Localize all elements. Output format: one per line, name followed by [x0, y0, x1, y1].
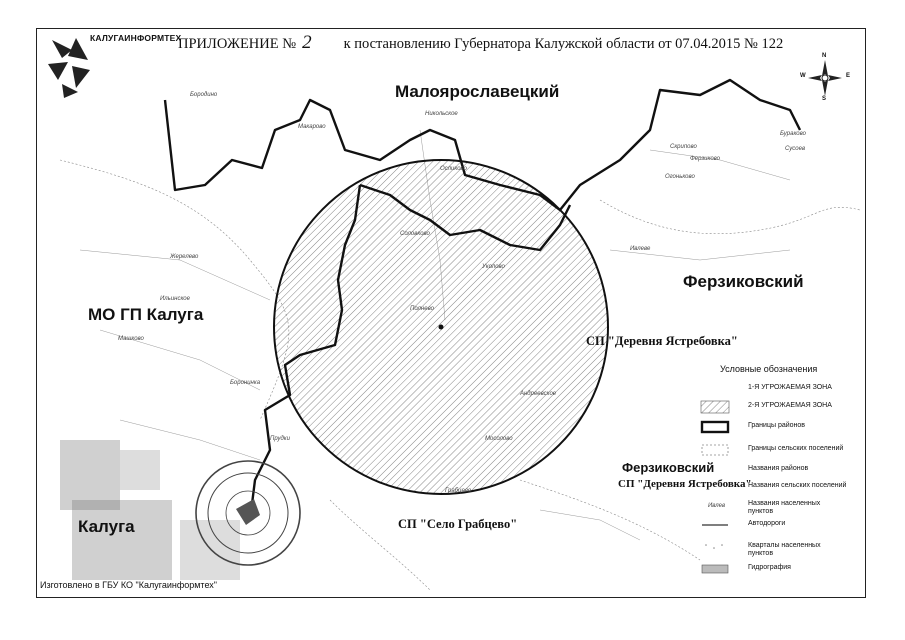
village-label: Бородино [190, 92, 218, 98]
legend-sample-district: Ферзиковский [622, 460, 715, 475]
appendix-label: ПРИЛОЖЕНИЕ № [178, 36, 297, 52]
village-label: Бураково [780, 131, 806, 137]
hydrography-icon [700, 562, 730, 576]
block-dots-icon [700, 540, 730, 554]
village-label: Андреевское [520, 391, 557, 397]
village-label: Огоньково [665, 174, 695, 180]
legend-item-settlement-border [700, 443, 860, 459]
village-label: Жерелево [170, 254, 199, 260]
legend-label: Названия сельских поселений [748, 482, 847, 489]
village-label: Скрипово [670, 144, 697, 150]
legend-sample-settlement: СП "Деревня Ястребовка" [618, 478, 752, 490]
hatch-symbol-icon [700, 400, 730, 414]
compass-w: W [800, 73, 806, 79]
kaluga-city-blocks [60, 440, 240, 580]
village-label: Осликово [440, 166, 467, 172]
settlement-label-grabtsevo: СП "Село Грабцево" [398, 517, 518, 531]
settlement-label-yastrebovka: СП "Деревня Ястребовка" [586, 334, 738, 348]
village-label: Макарово [298, 124, 326, 130]
road-line-icon [700, 518, 730, 532]
appendix-number: 2 [302, 32, 312, 53]
village-label: Полнево [410, 306, 434, 312]
footer-credit: Изготовлено в ГБУ КО "Калугаинформтех" [40, 580, 217, 590]
legend-label: Названия районов [748, 465, 809, 472]
village-label: Сусоев [785, 146, 806, 152]
legend-sample-village: Ивлев [708, 503, 726, 509]
village-label: Ферзиково [690, 156, 721, 162]
dashed-border-icon [700, 443, 730, 457]
legend-label: 2-Я УГРОЖАЕМАЯ ЗОНА [748, 402, 832, 409]
thick-border-icon [700, 420, 730, 434]
logo-text: КАЛУГАИНФОРМТЕХ [90, 33, 182, 43]
legend-label: Гидрография [748, 564, 791, 571]
legend-item-roads [700, 518, 860, 534]
village-label: Боронинка [230, 380, 261, 386]
legend-title: Условные обозначения [720, 364, 818, 374]
village-label: Мосолово [485, 436, 513, 442]
official-stamp [196, 461, 300, 565]
legend-item-zone2 [700, 400, 860, 416]
outbreak-point-icon [439, 325, 444, 330]
legend-item-blocks [700, 540, 860, 556]
village-label: Ильинское [160, 296, 190, 302]
legend-label: Названия населенных пунктов [748, 500, 821, 515]
district-label-ferzikovo: Ферзиковский [683, 272, 804, 291]
district-label-maloyaroslavets: Малоярославецкий [395, 82, 560, 101]
compass-e: E [846, 73, 851, 79]
village-label: Прудки [270, 436, 290, 442]
village-label: Машково [118, 336, 144, 342]
legend-item-district-border [700, 420, 860, 436]
legend-item-zone1 [700, 382, 860, 398]
village-label: Соловково [400, 231, 430, 237]
legend-label: Кварталы населенных пунктов [748, 542, 821, 557]
city-label-kaluga: Калуга [78, 517, 135, 536]
village-label: Уколово [482, 264, 505, 270]
legend-label: Автодороги [748, 520, 786, 527]
legend-item-hydrography [700, 562, 860, 578]
compass-n: N [822, 53, 827, 59]
village-label: Ивлеве [630, 246, 651, 252]
district-label-kaluga-gp: МО ГП Калуга [88, 305, 204, 324]
legend-label: Границы сельских поселений [748, 445, 844, 452]
village-label: Грабцево [445, 488, 472, 494]
legend-label: Границы районов [748, 422, 806, 429]
compass-s: S [822, 96, 827, 102]
legend-label: 1-Я УГРОЖАЕМАЯ ЗОНА [748, 384, 832, 391]
village-label: Никольское [425, 111, 458, 117]
decree-reference: к постановлению Губернатора Калужской области от 07.04.2015 № 122 [343, 36, 784, 52]
